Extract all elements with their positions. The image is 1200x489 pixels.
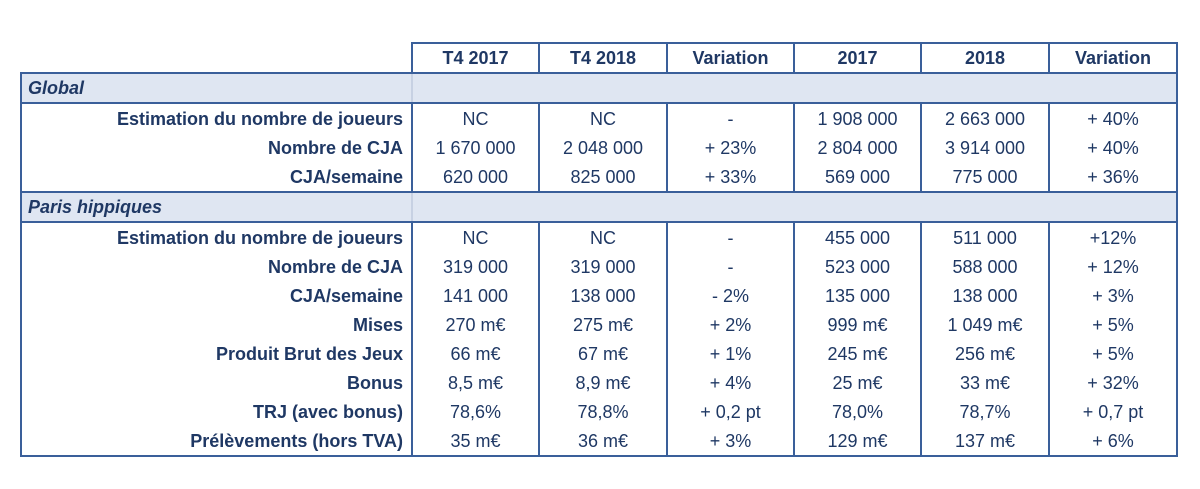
table-row xyxy=(21,133,1177,162)
table-cell: + 5% xyxy=(1049,339,1177,368)
table-cell: +12% xyxy=(1049,222,1177,252)
table-cell: 256 m€ xyxy=(921,339,1049,368)
table-cell: + 4% xyxy=(667,368,794,397)
table-cell: NC xyxy=(539,222,667,252)
table-cell: 569 000 xyxy=(794,162,921,192)
section-title: Paris hippiques xyxy=(21,192,412,222)
table-cell: 1 670 000 xyxy=(412,133,539,162)
table-cell: 33 m€ xyxy=(921,368,1049,397)
table-cell: 137 m€ xyxy=(921,426,1049,456)
row-label: TRJ (avec bonus) xyxy=(21,397,412,426)
table-cell: - 2% xyxy=(667,281,794,310)
table-cell: 138 000 xyxy=(539,281,667,310)
table-row xyxy=(21,222,1177,252)
table-row xyxy=(21,310,1177,339)
table-cell: 67 m€ xyxy=(539,339,667,368)
row-label: Produit Brut des Jeux xyxy=(21,339,412,368)
table-cell: 35 m€ xyxy=(412,426,539,456)
row-label: Nombre de CJA xyxy=(21,252,412,281)
table-cell: 78,6% xyxy=(412,397,539,426)
table-cell: 825 000 xyxy=(539,162,667,192)
table-cell: 775 000 xyxy=(921,162,1049,192)
table-cell: + 40% xyxy=(1049,133,1177,162)
table-cell: NC xyxy=(412,222,539,252)
table-cell: + 1% xyxy=(667,339,794,368)
table-cell: 999 m€ xyxy=(794,310,921,339)
table-cell: + 5% xyxy=(1049,310,1177,339)
row-label: Estimation du nombre de joueurs xyxy=(21,222,412,252)
row-label: Prélèvements (hors TVA) xyxy=(21,426,412,456)
table-cell: 25 m€ xyxy=(794,368,921,397)
table-cell: - xyxy=(667,222,794,252)
table-cell: + 40% xyxy=(1049,103,1177,133)
table-cell: + 36% xyxy=(1049,162,1177,192)
row-label: CJA/semaine xyxy=(21,281,412,310)
row-label: Nombre de CJA xyxy=(21,133,412,162)
table-cell: 78,8% xyxy=(539,397,667,426)
table-cell: + 6% xyxy=(1049,426,1177,456)
row-label: CJA/semaine xyxy=(21,162,412,192)
table-cell: 2 048 000 xyxy=(539,133,667,162)
table-cell: 319 000 xyxy=(412,252,539,281)
table-cell: 245 m€ xyxy=(794,339,921,368)
header-corner xyxy=(21,43,412,73)
row-label: Bonus xyxy=(21,368,412,397)
table-cell: 129 m€ xyxy=(794,426,921,456)
table-cell: 1 908 000 xyxy=(794,103,921,133)
section-fill xyxy=(412,192,1177,222)
table-cell: 270 m€ xyxy=(412,310,539,339)
table-cell: 2 663 000 xyxy=(921,103,1049,133)
table-header xyxy=(21,43,1177,73)
table-cell: 1 049 m€ xyxy=(921,310,1049,339)
table-cell: 8,9 m€ xyxy=(539,368,667,397)
table-cell: + 32% xyxy=(1049,368,1177,397)
table-cell: 138 000 xyxy=(921,281,1049,310)
table-row xyxy=(21,426,1177,456)
table-row xyxy=(21,397,1177,426)
table-cell: 66 m€ xyxy=(412,339,539,368)
table-cell: 36 m€ xyxy=(539,426,667,456)
table-row xyxy=(21,162,1177,192)
stats-table-container xyxy=(20,42,1176,457)
table-cell: 8,5 m€ xyxy=(412,368,539,397)
table-cell: + 23% xyxy=(667,133,794,162)
table-row xyxy=(21,252,1177,281)
table-row xyxy=(21,368,1177,397)
row-label: Estimation du nombre de joueurs xyxy=(21,103,412,133)
table-cell: + 12% xyxy=(1049,252,1177,281)
header-t4-2018: T4 2018 xyxy=(539,43,667,73)
table-cell: + 3% xyxy=(1049,281,1177,310)
table-cell: 141 000 xyxy=(412,281,539,310)
table-cell: + 0,2 pt xyxy=(667,397,794,426)
table-cell: 135 000 xyxy=(794,281,921,310)
section-header-row xyxy=(21,73,1177,103)
table-cell: 511 000 xyxy=(921,222,1049,252)
table-cell: NC xyxy=(539,103,667,133)
header-2018: 2018 xyxy=(921,43,1049,73)
table-cell: - xyxy=(667,103,794,133)
table-cell: 2 804 000 xyxy=(794,133,921,162)
table-cell: - xyxy=(667,252,794,281)
table-cell: NC xyxy=(412,103,539,133)
section-header-row xyxy=(21,192,1177,222)
header-t4-2017: T4 2017 xyxy=(412,43,539,73)
table-cell: 78,0% xyxy=(794,397,921,426)
table-cell: 455 000 xyxy=(794,222,921,252)
stats-table xyxy=(20,42,1178,457)
table-row xyxy=(21,339,1177,368)
table-cell: 78,7% xyxy=(921,397,1049,426)
section-fill xyxy=(412,73,1177,103)
table-row xyxy=(21,281,1177,310)
table-cell: 620 000 xyxy=(412,162,539,192)
table-cell: 588 000 xyxy=(921,252,1049,281)
table-cell: + 33% xyxy=(667,162,794,192)
header-variation-quarter: Variation xyxy=(667,43,794,73)
table-row xyxy=(21,103,1177,133)
table-cell: + 3% xyxy=(667,426,794,456)
table-cell: 275 m€ xyxy=(539,310,667,339)
section-title: Global xyxy=(21,73,412,103)
table-cell: + 2% xyxy=(667,310,794,339)
header-2017: 2017 xyxy=(794,43,921,73)
table-cell: 523 000 xyxy=(794,252,921,281)
table-cell: 319 000 xyxy=(539,252,667,281)
table-cell: + 0,7 pt xyxy=(1049,397,1177,426)
header-variation-year: Variation xyxy=(1049,43,1177,73)
row-label: Mises xyxy=(21,310,412,339)
table-cell: 3 914 000 xyxy=(921,133,1049,162)
header-row xyxy=(21,43,1177,73)
table-body xyxy=(21,73,1177,456)
